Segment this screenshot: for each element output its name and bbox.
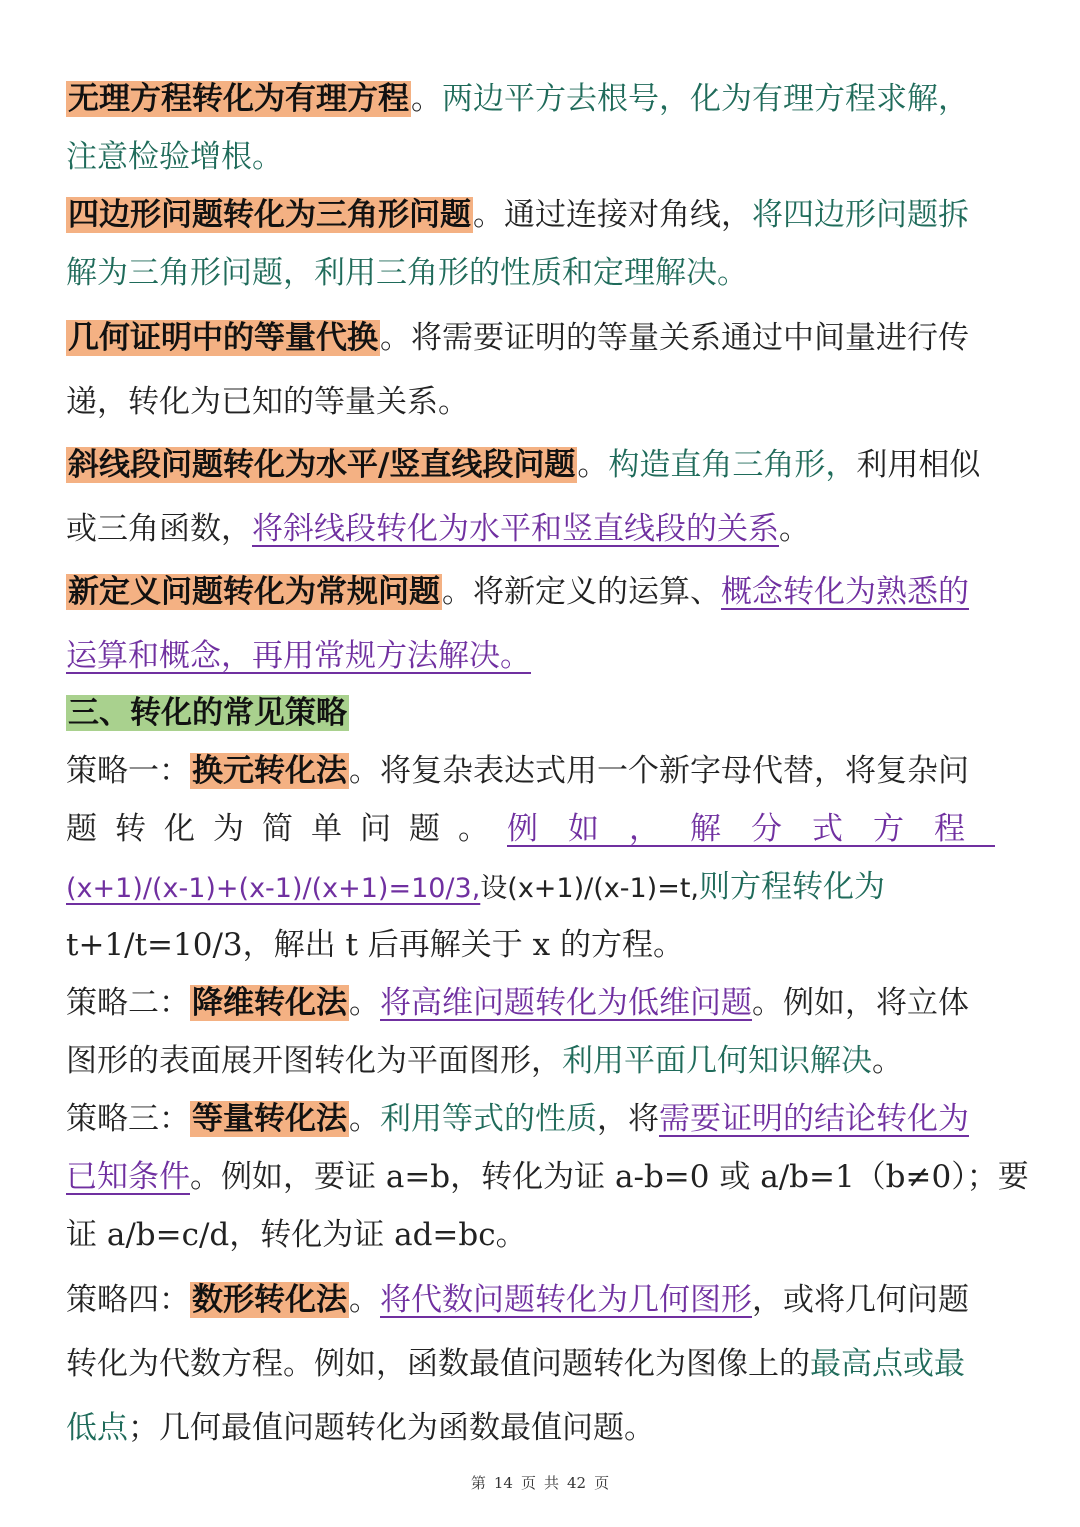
green-text: 注意检验增根。 — [66, 139, 283, 175]
text: ，将 — [597, 1101, 659, 1137]
highlight-title: 斜线段问题转化为水平/竖直线段问题 — [68, 447, 576, 483]
text: 转化为代数方程。例如，函数最值问题转化为图像上的 — [66, 1346, 810, 1382]
strategy-name: 换元转化法 — [192, 753, 347, 789]
underlined-text: 已知条件 — [66, 1159, 190, 1195]
text: 。将需要证明的等量关系通过中间量进行传 — [380, 320, 969, 356]
strategy-prefix: 策略三： — [66, 1101, 190, 1137]
total-pages-number: 42 — [567, 1474, 587, 1492]
highlight-title: 新定义问题转化为常规问题 — [68, 574, 440, 610]
text: 。通过连接对角线， — [473, 197, 752, 233]
text: 递，转化为已知的等量关系。 — [66, 384, 469, 420]
green-text: 低点 — [66, 1410, 128, 1446]
underlined-text: (x+1)/(x-1)+(x-1)/(x+1)=10/3, — [66, 873, 481, 904]
text: 。 — [779, 511, 810, 547]
text: 。例如，要证 a=b，转化为证 a-b=0 或 a/b=1（b≠0）；要 — [190, 1159, 1029, 1195]
strategy-prefix: 策略二： — [66, 985, 190, 1021]
text: 或三角函数， — [66, 511, 252, 547]
text: 。 — [349, 985, 380, 1021]
text: 。 — [577, 447, 609, 483]
text: 。 — [872, 1043, 903, 1079]
section-title: 三、转化的常见策略 — [68, 695, 347, 731]
green-text: 则方程转化为 — [698, 869, 885, 905]
highlight-title: 几何证明中的等量代换 — [68, 320, 378, 356]
underlined-text: 将斜线段转化为水平和竖直线段的关系 — [252, 511, 779, 547]
strategy-2 — [66, 974, 1014, 1090]
paragraph-new-definition — [66, 560, 1014, 688]
footer-text: 第 — [470, 1474, 486, 1492]
text: t+1/t=10/3，解出 t 后再解关于 x 的方程。 — [66, 927, 685, 963]
underlined-text: 需要证明的结论转化为 — [659, 1101, 969, 1137]
paragraph-oblique-segment — [66, 433, 1014, 561]
underlined-text: 运算和概念，再用常规方法解决。 — [66, 638, 531, 674]
text: 。 — [349, 1101, 380, 1137]
underlined-text: 将高维问题转化为低维问题 — [380, 985, 752, 1021]
text: 。 — [411, 81, 442, 117]
strategy-name: 数形转化法 — [192, 1282, 347, 1318]
paragraph-geometry-proof — [66, 306, 1014, 434]
green-text: 利用等式的性质 — [380, 1101, 597, 1137]
green-text: 最高点或最 — [810, 1346, 965, 1382]
highlight-title: 四边形问题转化为三角形问题 — [68, 197, 471, 233]
strategy-3 — [66, 1090, 1029, 1264]
highlight-title: 无理方程转化为有理方程 — [68, 81, 409, 117]
footer-text: 页 — [594, 1474, 610, 1492]
strategy-prefix: 策略一： — [66, 753, 190, 789]
text: ；几何最值问题转化为函数最值问题。 — [128, 1410, 655, 1446]
strategy-4 — [66, 1268, 1014, 1460]
green-text: 利用平面几何知识解决 — [562, 1043, 872, 1079]
section-heading — [66, 684, 1014, 742]
underlined-text: 例如，解分式方程 — [507, 811, 995, 847]
paragraph-irrational-equation — [66, 70, 1014, 186]
footer-text: 页 — [520, 1474, 536, 1492]
strategy-prefix: 策略四： — [66, 1282, 190, 1318]
text: ，或将几何问题 — [752, 1282, 969, 1318]
text: 。例如，将立体 — [752, 985, 969, 1021]
green-text: 构造直角三角形， — [608, 447, 857, 483]
green-text: 解为三角形问题，利用三角形的性质和定理解决。 — [66, 255, 748, 291]
page-footer — [0, 1472, 1080, 1493]
strategy-name: 降维转化法 — [192, 985, 347, 1021]
underlined-text: 将代数问题转化为几何图形 — [380, 1282, 752, 1318]
green-text: 将四边形问题拆 — [752, 197, 969, 233]
text: 设(x+1)/(x-1)=t, — [480, 873, 699, 904]
text: 题转化为简单问题。 — [66, 811, 507, 847]
strategy-1 — [66, 742, 1014, 974]
underlined-text: 概念转化为熟悉的 — [721, 574, 969, 610]
text: 。将新定义的运算、 — [442, 574, 721, 610]
text: 利用相似 — [856, 447, 981, 483]
text: 图形的表面展开图转化为平面图形， — [66, 1043, 562, 1079]
text: 。将复杂表达式用一个新字母代替，将复杂问 — [349, 753, 969, 789]
strategy-name: 等量转化法 — [192, 1101, 347, 1137]
footer-text: 共 — [544, 1474, 560, 1492]
current-page-number: 14 — [493, 1474, 513, 1492]
green-text: 两边平方去根号，化为有理方程求解， — [442, 81, 969, 117]
text: 证 a/b=c/d，转化为证 ad=bc。 — [66, 1217, 527, 1253]
text: 。 — [349, 1282, 380, 1318]
paragraph-quadrilateral — [66, 186, 1014, 302]
